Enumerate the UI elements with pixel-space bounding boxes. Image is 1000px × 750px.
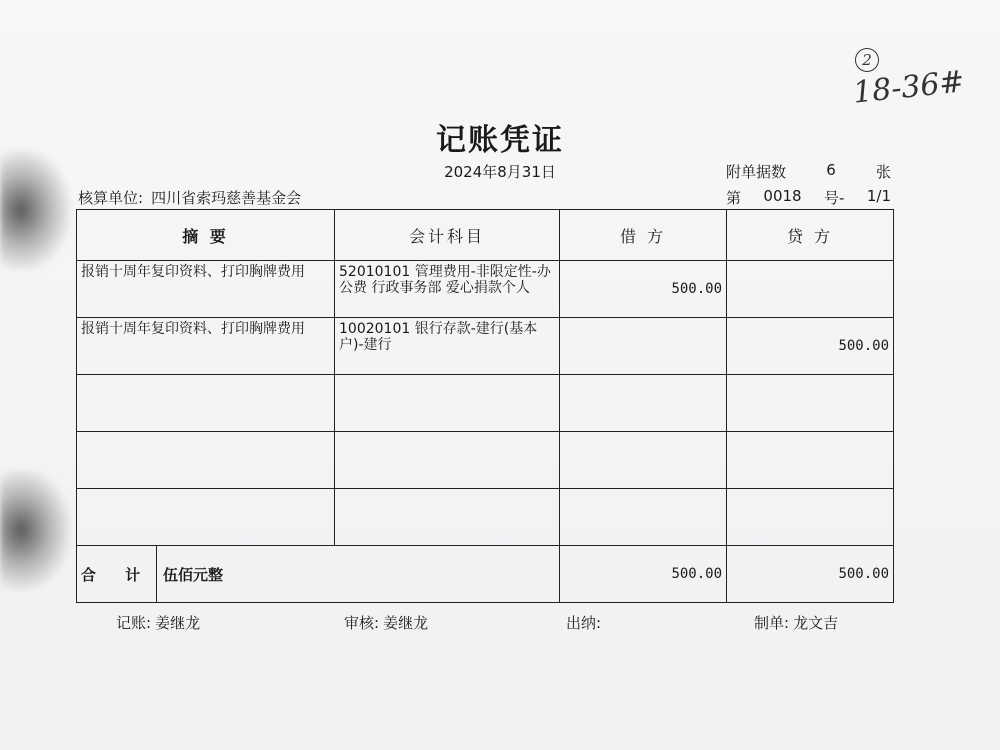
total-row — [77, 546, 894, 603]
total-label: 合 计 — [80, 565, 153, 584]
header-summary: 摘 要 — [77, 210, 335, 261]
entry-summary: 报销十周年复印资料、打印胸牌费用 — [81, 264, 305, 280]
table-row — [77, 375, 894, 432]
entry-debit: 500.00 — [671, 281, 723, 297]
entry-credit — [727, 432, 893, 452]
table-header-row — [77, 210, 894, 261]
unit-label: 核算单位: — [78, 189, 144, 207]
reviewer-label: 审核: — [344, 614, 380, 632]
voucher-prefix: 第 — [726, 189, 742, 207]
entry-account — [335, 489, 559, 495]
voucher-page: 1/1 — [866, 187, 891, 205]
table-row — [77, 432, 894, 489]
reviewer-signature — [344, 612, 428, 633]
page-title: 记账凭证 — [436, 123, 564, 158]
entry-account — [335, 432, 559, 438]
entry-debit — [560, 375, 726, 395]
entry-debit — [560, 318, 726, 338]
entry-debit — [560, 432, 726, 452]
entry-summary — [77, 432, 334, 438]
attachment-unit: 张 — [875, 163, 891, 181]
preparer-name: 龙文吉 — [793, 614, 839, 632]
entry-account: 10020101 银行存款-建行(基本户)-建行 — [339, 321, 538, 353]
handwritten-circle-number: 2 — [855, 48, 879, 72]
preparer-signature — [754, 612, 838, 633]
entry-credit: 500.00 — [838, 338, 890, 354]
accounting-unit — [78, 187, 301, 208]
voucher-date: 2024年8月31日 — [444, 163, 556, 181]
header-account: 会计科目 — [335, 210, 560, 261]
handwritten-text: 18-36# — [851, 64, 967, 111]
attachment-label: 附单据数 — [726, 163, 787, 181]
handwritten-note — [853, 48, 983, 118]
header-credit: 贷 方 — [727, 210, 894, 261]
entry-credit — [727, 489, 893, 509]
table-row — [77, 261, 894, 318]
voucher-number-value: 0018 — [763, 187, 802, 205]
entry-account — [335, 375, 559, 381]
header-debit: 借 方 — [560, 210, 727, 261]
entry-summary — [77, 489, 334, 495]
attachment-number: 6 — [826, 161, 836, 179]
cashier-signature — [566, 612, 605, 633]
total-amount-words: 伍佰元整 — [163, 565, 224, 584]
voucher-number — [726, 187, 891, 208]
entry-credit — [727, 261, 893, 281]
reviewer-name: 姜继龙 — [383, 614, 429, 632]
total-credit: 500.00 — [838, 566, 890, 582]
preparer-label: 制单: — [754, 614, 790, 632]
bookkeeper-name: 姜继龙 — [155, 614, 201, 632]
entry-account: 52010101 管理费用-非限定性-办公费 行政事务部 爱心捐款个人 — [339, 264, 551, 296]
voucher-table — [76, 209, 894, 603]
cashier-label: 出纳: — [566, 614, 602, 632]
signature-line — [116, 612, 876, 634]
scan-smudge — [0, 470, 70, 590]
bookkeeper-label: 记账: — [116, 614, 152, 632]
unit-name: 四川省索玛慈善基金会 — [151, 189, 302, 207]
voucher-suffix: 号- — [824, 189, 845, 207]
bookkeeper-signature — [116, 612, 200, 633]
entry-debit — [560, 489, 726, 509]
entry-summary: 报销十周年复印资料、打印胸牌费用 — [81, 321, 305, 337]
table-row — [77, 318, 894, 375]
attachment-count — [726, 161, 891, 182]
entry-credit — [727, 375, 893, 395]
entry-summary — [77, 375, 334, 381]
table-row — [77, 489, 894, 546]
total-debit: 500.00 — [671, 566, 723, 582]
